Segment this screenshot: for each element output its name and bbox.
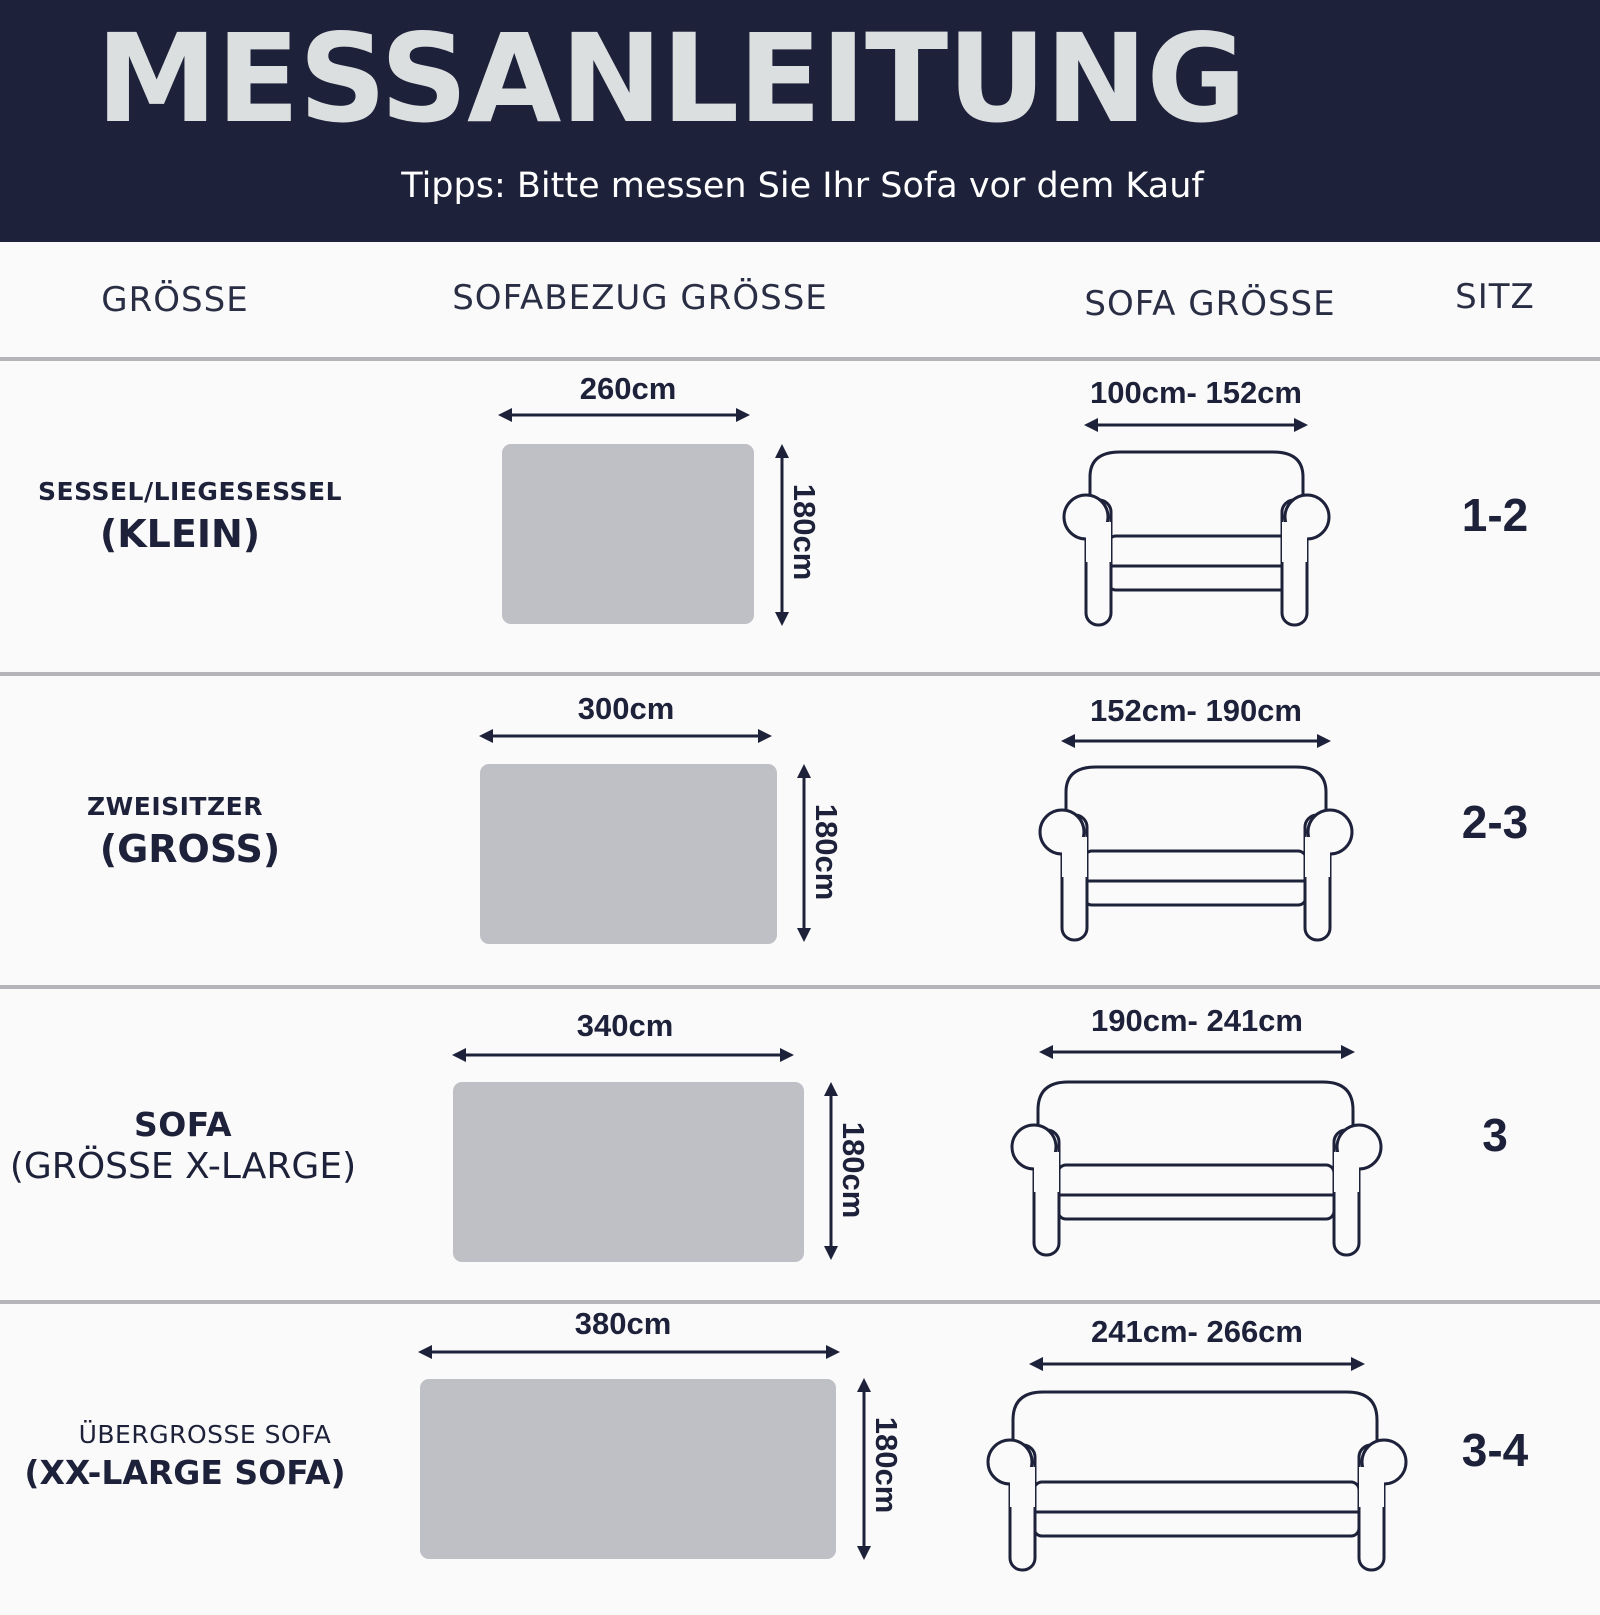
column-header-size: GRÖSSE <box>101 280 249 320</box>
size-name: ZWEISITZER <box>87 792 263 821</box>
sofa-outline-icon <box>988 1392 1406 1570</box>
size-row-xx-large <box>0 1305 1600 1615</box>
sofa-outline-icon <box>1012 1082 1381 1255</box>
page-title: MESSANLEITUNG <box>96 8 1246 150</box>
cover-height-label: 180cm <box>809 803 844 901</box>
size-row-large <box>0 677 1600 987</box>
size-row-x-large <box>0 990 1600 1300</box>
column-header-cover: SOFABEZUG GRÖSSE <box>452 278 828 318</box>
size-class: (XX-LARGE SOFA) <box>24 1453 346 1492</box>
cover-dimension-height-arrow <box>824 1082 838 1260</box>
cover-width-label: 260cm <box>579 371 677 406</box>
sofa-dimension-arrow <box>1084 418 1308 432</box>
cover-width-label: 340cm <box>576 1008 674 1043</box>
cover-height-label: 180cm <box>787 483 822 581</box>
size-class: (GRÖSSE X-LARGE) <box>9 1146 357 1187</box>
subtitle-text: Tipps: Bitte messen Sie Ihr Sofa vor dem Kauf <box>401 166 1204 206</box>
row-divider <box>0 1300 1600 1304</box>
cover-width-label: 380cm <box>574 1306 672 1341</box>
cover-dimension-width-arrow <box>498 408 750 422</box>
size-row-small <box>0 362 1600 672</box>
page-subtitle <box>0 166 1600 206</box>
cover-dimension-width-arrow <box>452 1048 794 1062</box>
cover-dimension-height-arrow <box>857 1378 871 1560</box>
sofa-range-label: 190cm- 241cm <box>1091 1003 1303 1038</box>
cover-height-label: 180cm <box>869 1416 904 1514</box>
cover-rectangle <box>480 764 777 944</box>
cover-rectangle <box>420 1379 836 1559</box>
sofa-range-label: 100cm- 152cm <box>1090 375 1302 410</box>
seat-count: 3 <box>1482 1109 1508 1161</box>
cover-width-label: 300cm <box>577 691 675 726</box>
cover-rectangle <box>502 444 754 624</box>
row-graphics <box>0 1305 1600 1615</box>
sofa-outline-icon <box>1040 767 1352 940</box>
cover-dimension-width-arrow <box>418 1345 840 1359</box>
sofa-range-label: 152cm- 190cm <box>1090 693 1302 728</box>
cover-height-label: 180cm <box>836 1121 871 1219</box>
sofa-range-label: 241cm- 266cm <box>1091 1314 1303 1349</box>
cover-dimension-height-arrow <box>797 764 811 942</box>
row-graphics <box>0 990 1600 1300</box>
size-name: SESSEL/LIEGESESSEL <box>38 477 342 506</box>
size-class: (KLEIN) <box>99 512 261 556</box>
cover-dimension-height-arrow <box>775 444 789 626</box>
size-class: (GROSS) <box>99 827 281 871</box>
column-header-seats: SITZ <box>1455 277 1535 317</box>
row-graphics <box>0 362 1600 672</box>
sofa-dimension-arrow <box>1029 1357 1365 1371</box>
sofa-outline-icon <box>1064 452 1329 625</box>
row-graphics <box>0 677 1600 987</box>
size-name: SOFA <box>133 1105 233 1144</box>
cover-dimension-width-arrow <box>479 729 772 743</box>
size-name: ÜBERGROSSE SOFA <box>78 1420 332 1449</box>
sofa-dimension-arrow <box>1039 1045 1355 1059</box>
cover-rectangle <box>453 1082 804 1262</box>
column-header-sofa: SOFA GRÖSSE <box>1084 284 1336 324</box>
header-banner <box>0 0 1600 242</box>
seat-count: 3-4 <box>1461 1424 1529 1476</box>
seat-count: 2-3 <box>1461 796 1529 848</box>
row-divider <box>0 672 1600 676</box>
seat-count: 1-2 <box>1461 489 1529 541</box>
row-divider <box>0 357 1600 361</box>
sofa-dimension-arrow <box>1061 734 1331 748</box>
